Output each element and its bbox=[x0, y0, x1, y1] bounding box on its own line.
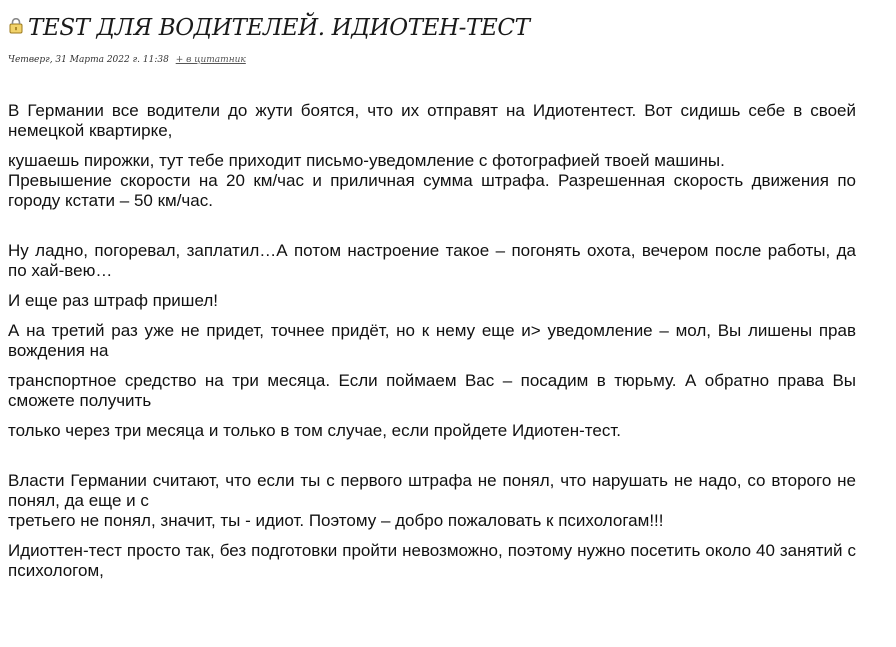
post-meta bbox=[8, 55, 856, 69]
paragraph: Идиоттен-тест просто так, без подготовки пройти невозможно, поэтому нужно посетить около 40 занятий с психологом, bbox=[8, 541, 856, 580]
paragraph: Власти Германии считают, что если ты с первого штрафа не понял, что нарушать не надо, со второго не понял, да еще и с bbox=[8, 471, 856, 510]
paragraph: кушаешь пирожки, тут тебе приходит письмо-уведомление с фотографией твоей машины. bbox=[8, 151, 725, 170]
post-title: TEST ДЛЯ ВОДИТЕЛЕЙ. ИДИОТЕН-ТЕСТ bbox=[28, 15, 530, 41]
paragraph: только через три месяца и только в том случае, если пройдете Идиотен-тест. bbox=[8, 421, 621, 440]
paragraph: А на третий раз уже не придет, точнее придёт, но к нему еще и> уведомление – мол, Вы лишены прав вождения на bbox=[8, 321, 856, 360]
paragraph: транспортное средство на три месяца. Если поймаем Вас – посадим в тюрьму. А обратно права Вы сможете получить bbox=[8, 371, 856, 410]
post-header bbox=[8, 6, 856, 50]
add-to-quotes-link[interactable]: + в цитатник bbox=[175, 55, 246, 65]
paragraph: третьего не понял, значит, ты - идиот. Поэтому – добро пожаловать к психологам!!! bbox=[8, 511, 664, 530]
paragraph: Превышение скорости на 20 км/час и приличная сумма штрафа. Разрешенная скорость движения по городу кстати – 50 км/час. bbox=[8, 171, 856, 210]
blog-post bbox=[8, 0, 856, 591]
post-date: Четверг, 31 Марта 2022 г. 11:38 bbox=[8, 55, 169, 65]
post-body bbox=[8, 101, 856, 581]
paragraph: И еще раз штраф пришел! bbox=[8, 291, 218, 310]
paragraph: В Германии все водители до жути боятся, что их отправят на Идиотентест. Вот сидишь себе в своей немецкой квартирке, bbox=[8, 101, 856, 140]
paragraph: Ну ладно, погоревал, заплатил…А потом настроение такое – погонять охота, вечером после работы, да по хай-вею… bbox=[8, 241, 856, 280]
lock-icon bbox=[9, 18, 23, 34]
